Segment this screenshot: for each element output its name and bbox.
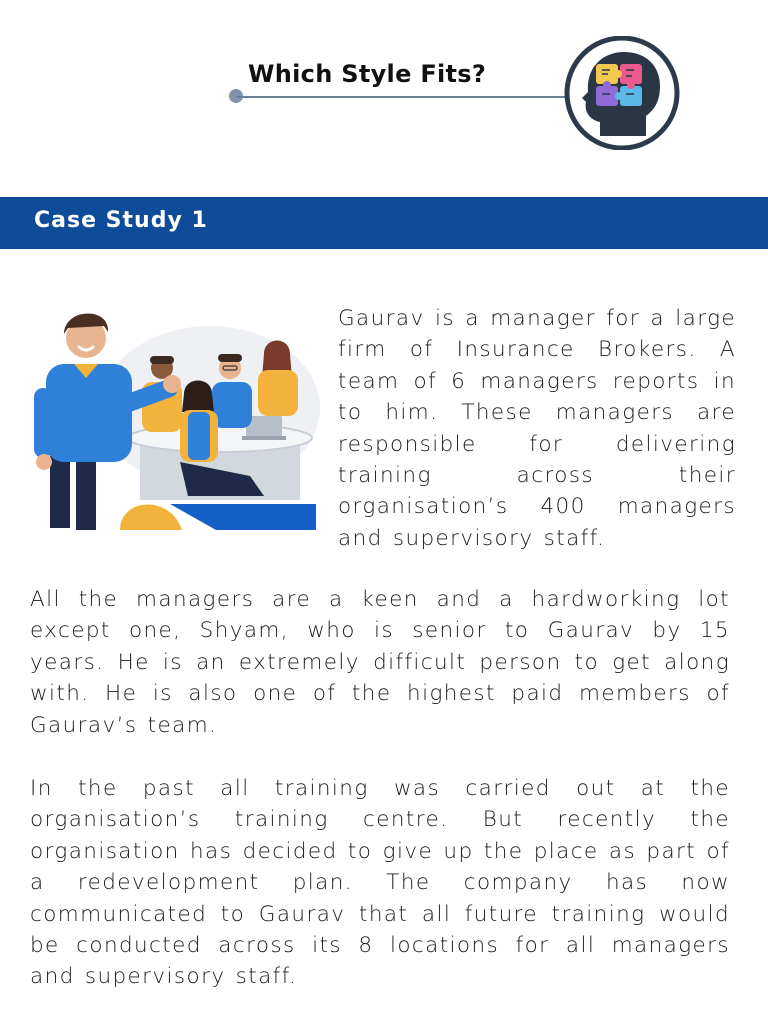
section-banner: [0, 197, 768, 249]
head-puzzle-icon: [560, 36, 684, 150]
section-banner-label: Case Study 1: [34, 208, 208, 233]
body-paragraph: In the past all training was carried out at the organisation’s training centre. But recently the organisation has decided to give up the place as part of a redevelopment plan. The company has now communicated to Gaurav that all future training would be conducted across its 8 locations for all managers and supervisory staff.: [30, 776, 730, 990]
body-paragraph: Gaurav is a manager for a large firm of Insurance Brokers. A team of 6 managers reports in to him. These managers are responsible for delivering training across their organisation’s 400 managers and supervisory staff.: [338, 306, 736, 551]
page-title: Which Style Fits?: [248, 60, 487, 88]
team-meeting-illustration: [20, 298, 320, 538]
title-underline: [236, 96, 566, 98]
body-paragraph: All the managers are a keen and a hardworking lot except one, Shyam, who is senior to Gaurav by 15 years. He is an extremely difficult person to get along with. He is also one of the highest paid members of Gaurav’s team.: [30, 587, 730, 738]
